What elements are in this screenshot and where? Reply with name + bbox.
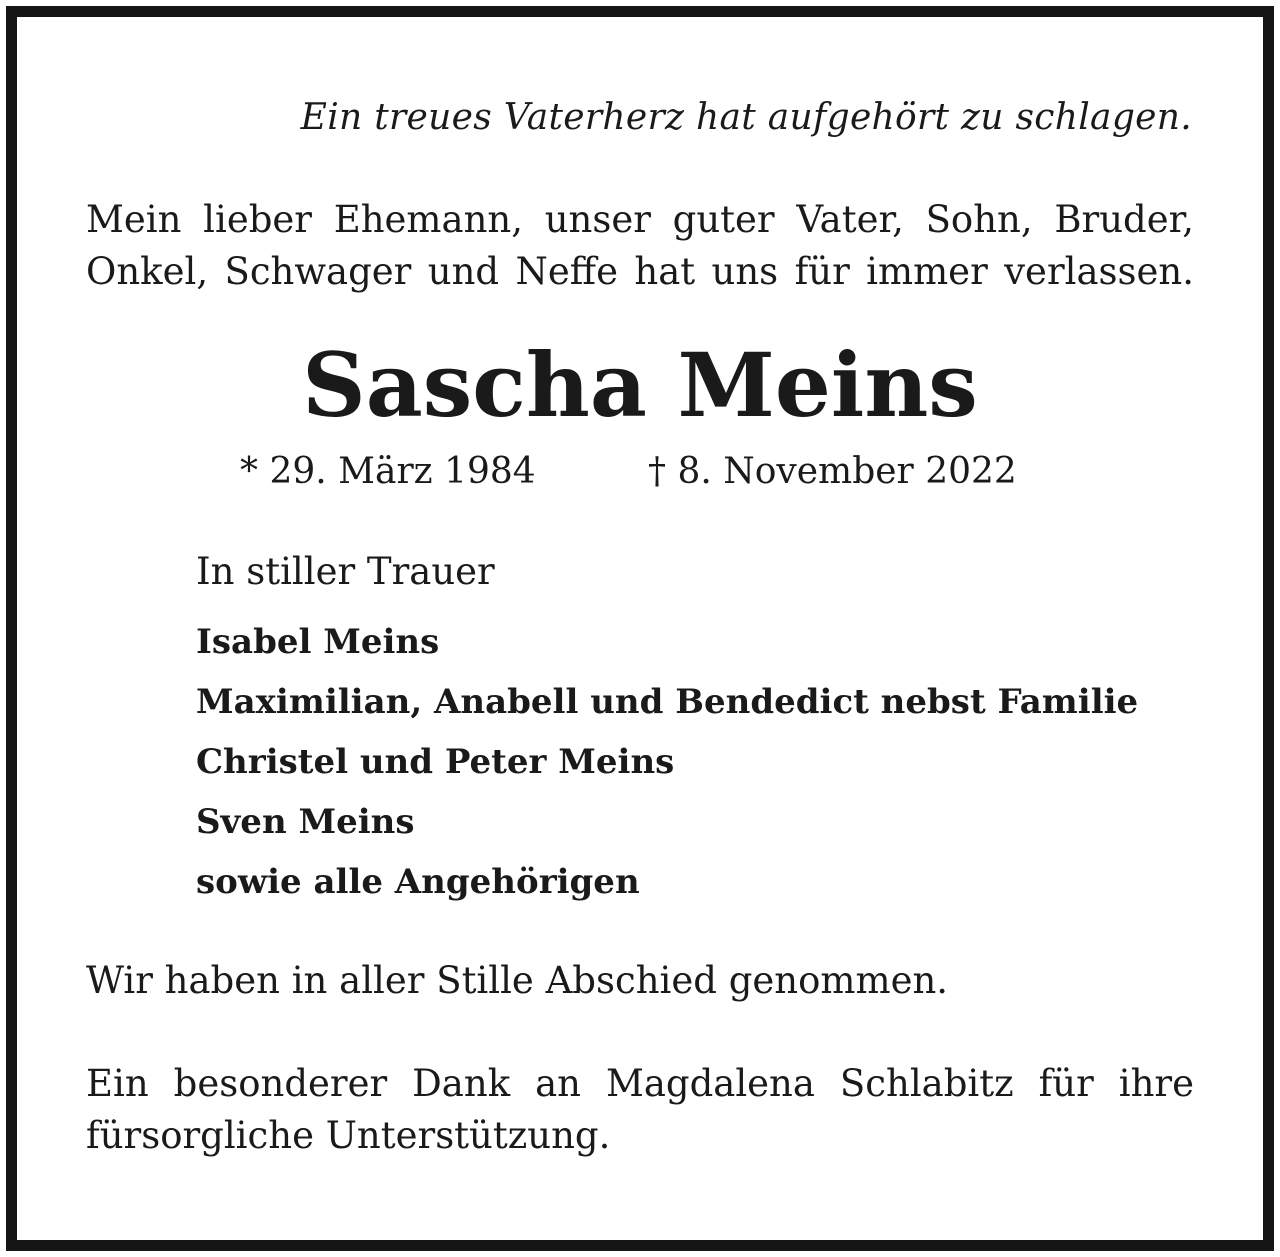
- thanks-line-2: fürsorgliche Unterstützung.: [86, 1114, 611, 1157]
- mourner-item: Sven Meins: [196, 802, 415, 842]
- intro-paragraph: [86, 194, 1194, 298]
- thanks-paragraph: [86, 1058, 1194, 1162]
- mourner-item: Christel und Peter Meins: [196, 742, 675, 782]
- death-date: † 8. November 2022: [648, 451, 1017, 492]
- mourner-item: sowie alle Angehörigen: [196, 862, 640, 902]
- mourner-item: Isabel Meins: [196, 622, 440, 662]
- grief-line: In stiller Trauer: [196, 550, 495, 593]
- mourners-list: [196, 612, 1138, 912]
- motto-line: Ein treues Vaterherz hat aufgehört zu schlagen.: [300, 97, 1192, 138]
- deceased-name: Sascha Meins: [302, 333, 978, 437]
- thanks-line-1: Ein besonderer Dank an Magdalena Schlabitz für ihre: [86, 1062, 1194, 1105]
- mourner-item: Maximilian, Anabell und Bendedict nebst Familie: [196, 682, 1139, 722]
- birth-date: * 29. März 1984: [240, 451, 536, 492]
- farewell-line: Wir haben in aller Stille Abschied genommen.: [86, 959, 949, 1002]
- intro-line-1: Mein lieber Ehemann, unser guter Vater, Sohn, Bruder,: [86, 198, 1194, 241]
- intro-line-2: Onkel, Schwager und Neffe hat uns für immer verlassen.: [86, 250, 1194, 293]
